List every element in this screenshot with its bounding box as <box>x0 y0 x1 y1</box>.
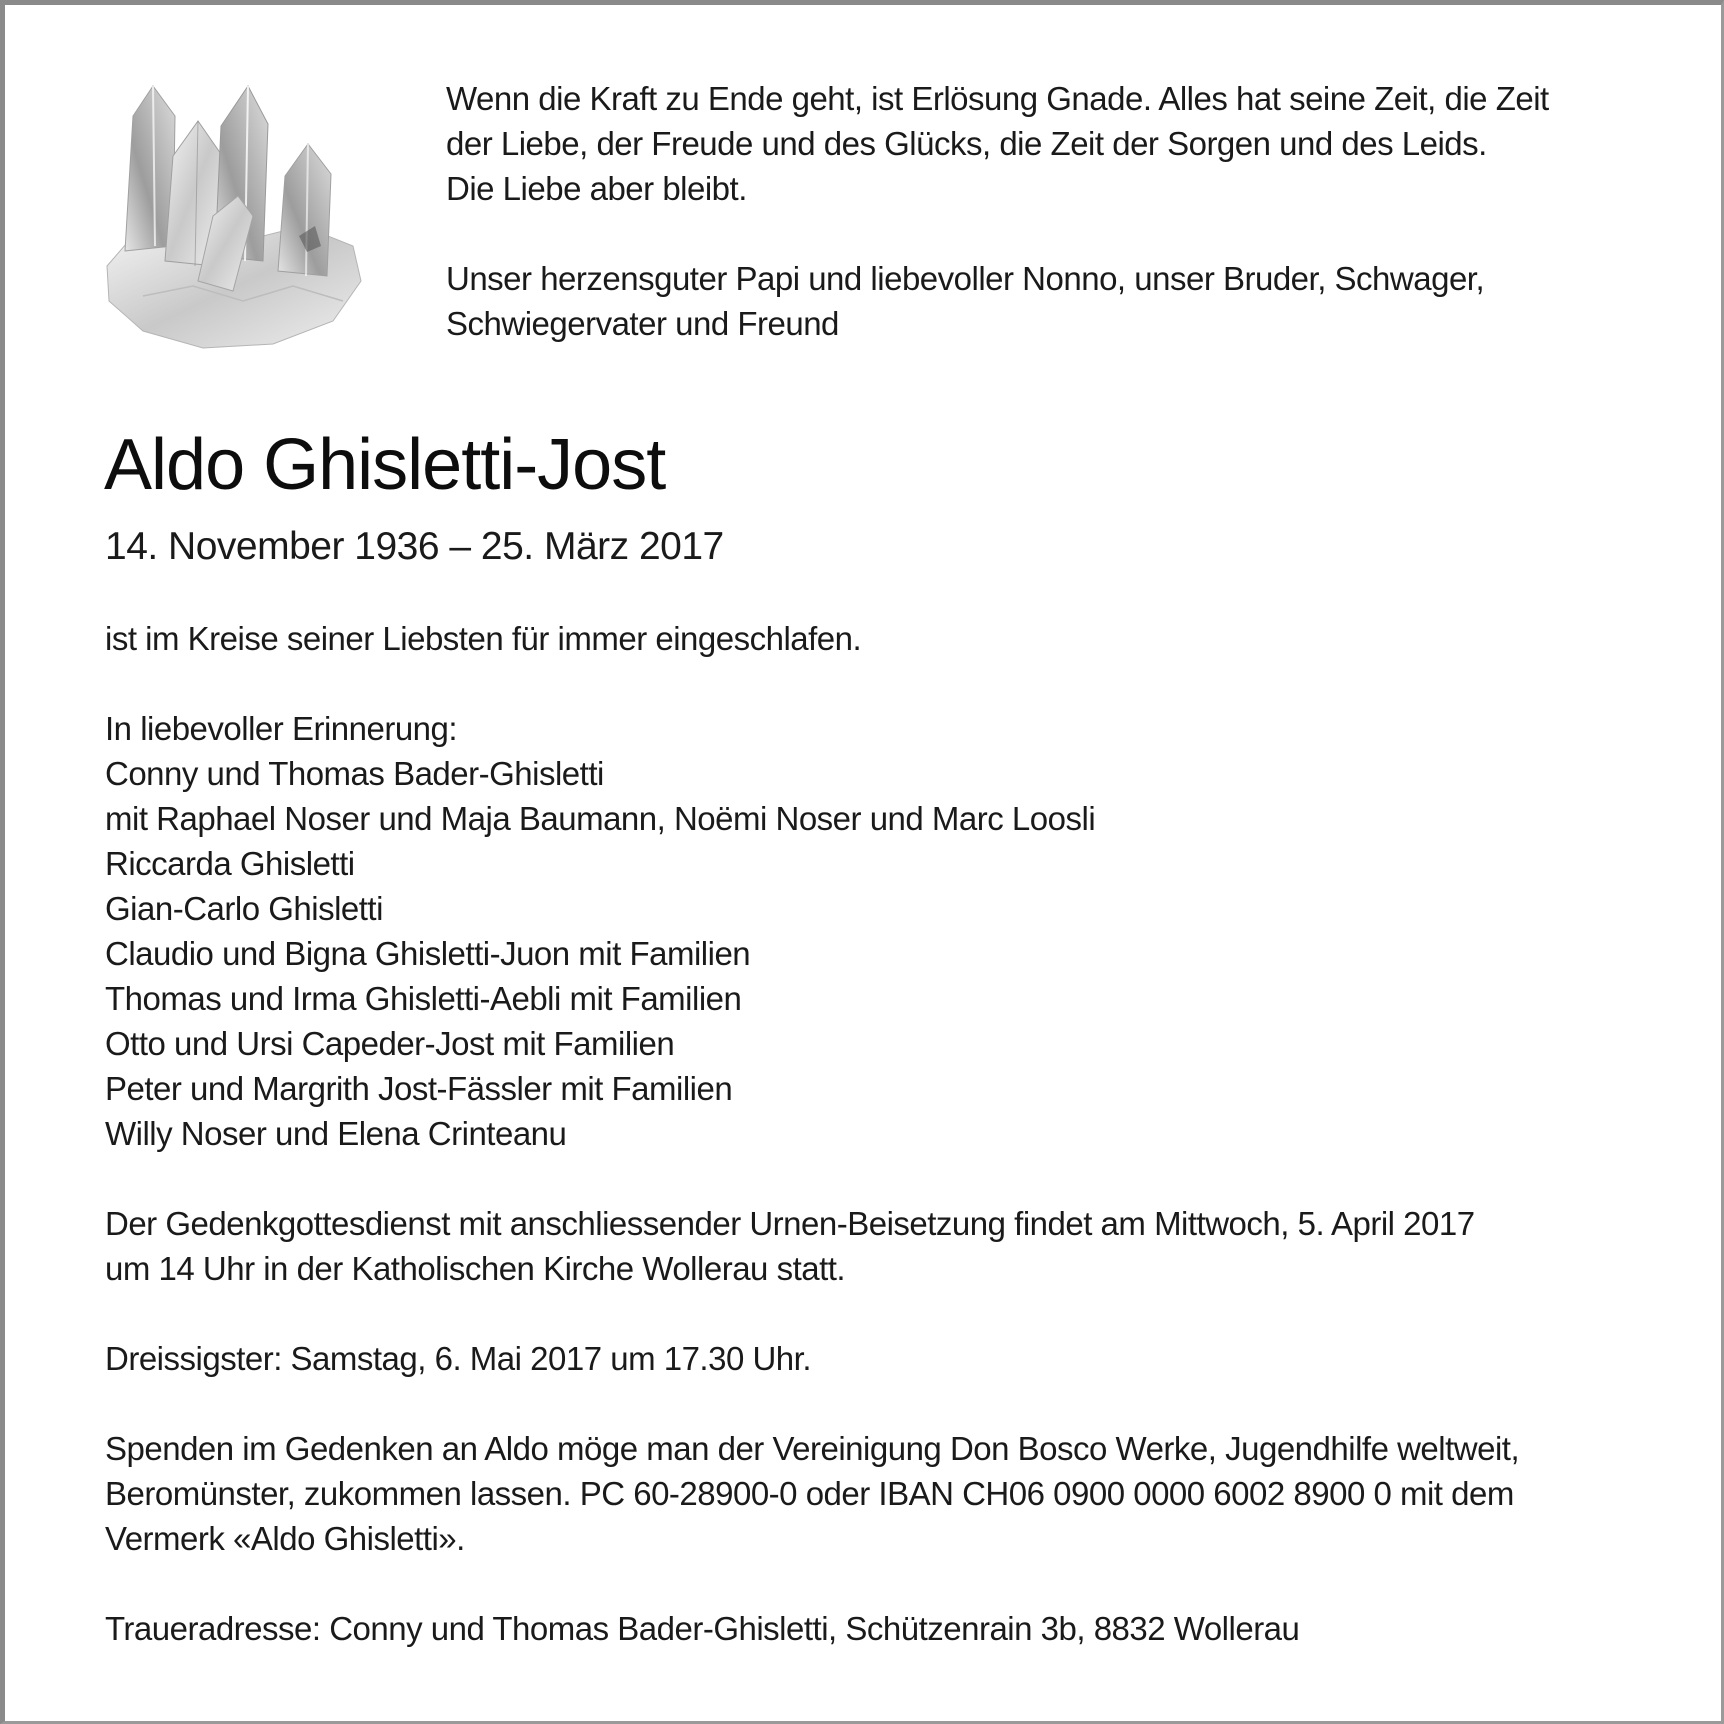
intro-line: Die Liebe aber bleibt. <box>446 170 747 207</box>
mourner-entry: Willy Noser und Elena Crinteanu <box>105 1115 567 1152</box>
mourner-entry: Thomas und Irma Ghisletti-Aebli mit Familien <box>105 980 742 1017</box>
donation-info: Vermerk «Aldo Ghisletti». <box>105 1520 465 1557</box>
statement-text: ist im Kreise seiner Liebsten für immer eingeschlafen. <box>105 620 862 657</box>
mourners-list <box>105 706 1665 1156</box>
donation-info: Beromünster, zukommen lassen. PC 60-28900-0 oder IBAN CH06 0900 0000 6002 8900 0 mit dem <box>105 1475 1514 1512</box>
deceased-name: Aldo Ghisletti-Jost <box>104 425 666 505</box>
notice-body <box>105 616 1665 1651</box>
donation-info: Spenden im Gedenken an Aldo möge man der Vereinigung Don Bosco Werke, Jugendhilfe weltweit, <box>105 1430 1520 1467</box>
mourner-entry: Otto und Ursi Capeder-Jost mit Familien <box>105 1025 675 1062</box>
mourning-address: Traueradresse: Conny und Thomas Bader-Ghisletti, Schützenrain 3b, 8832 Wollerau <box>105 1610 1300 1647</box>
intro-line: Unser herzensguter Papi und liebevoller Nonno, unser Bruder, Schwager, <box>446 260 1485 297</box>
thirtieth-mass-info: Dreissigster: Samstag, 6. Mai 2017 um 17.30 Uhr. <box>105 1340 811 1377</box>
mourner-entry: Claudio und Bigna Ghisletti-Juon mit Familien <box>105 935 751 972</box>
mourner-entry: Gian-Carlo Ghisletti <box>105 890 383 927</box>
life-dates: 14. November 1936 – 25. März 2017 <box>105 525 724 568</box>
service-info: Der Gedenkgottesdienst mit anschliessender Urnen-Beisetzung findet am Mittwoch, 5. April 2017 <box>105 1205 1475 1242</box>
mourner-entry: Riccarda Ghisletti <box>105 845 355 882</box>
service-info: um 14 Uhr in der Katholischen Kirche Wollerau statt. <box>105 1250 846 1287</box>
intro-line: der Liebe, der Freude und des Glücks, die Zeit der Sorgen und des Leids. <box>446 125 1487 162</box>
intro-verse <box>446 76 1676 346</box>
intro-line: Wenn die Kraft zu Ende geht, ist Erlösung Gnade. Alles hat seine Zeit, die Zeit <box>446 80 1549 117</box>
crystal-cluster-image <box>103 76 365 354</box>
mourner-entry: Conny und Thomas Bader-Ghisletti <box>105 755 604 792</box>
intro-line: Schwiegervater und Freund <box>446 305 839 342</box>
mourner-entry: mit Raphael Noser und Maja Baumann, Noëmi Noser und Marc Loosli <box>105 800 1096 837</box>
mourners-heading: In liebevoller Erinnerung: <box>105 710 458 747</box>
mourner-entry: Peter und Margrith Jost-Fässler mit Familien <box>105 1070 733 1107</box>
